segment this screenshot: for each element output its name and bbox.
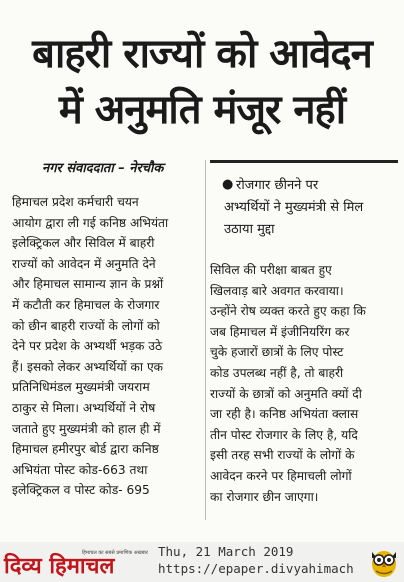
owl-logo-icon [368,544,400,578]
highlight-line: उठाया मुद्दा [224,222,275,237]
epaper-url[interactable]: https://epaper.divyahimach [158,561,354,576]
column-line: राज्यों के छात्रों को अनुमति क्यों दी [210,386,362,401]
column-line: हिमाचल प्रदेश कर्मचारी चयन [12,195,139,209]
bullet-icon: ● [222,177,234,192]
newspaper-logo: दिव्य हिमाचल [4,554,115,579]
column-line: इलेक्ट्रिकल व पोस्ट कोड- 695 [12,483,150,498]
column-line: अभियंता पोस्ट कोड-663 तथा [12,462,148,477]
highlight-box [210,160,398,255]
column-divider [205,160,206,520]
column-line: खिलवाड़ बारे अवगत करवाया। [210,283,344,298]
column-line: इलेक्ट्रिकल और सिविल में बाहरी [12,236,155,251]
column-line: हैं। इसको लेकर अभ्यर्थियों का एक [12,359,164,374]
column-line: देने पर प्रदेश के अभ्यर्थी भड़क उठे [12,339,163,354]
column-line: राज्यों को आवेदन में अनुमति देने [12,256,156,271]
headline-line-1: बाहरी राज्यों को आवेदन [32,31,372,77]
column-line: को छीन बाहरी राज्यों के लोगों को [12,318,160,333]
column-line: में कटौती कर हिमाचल के रोजगार [12,297,160,312]
article-column-2 [210,260,400,507]
column-line: हिमाचल हमीरपुर बोर्ड द्वारा कनिष्ठ [12,442,159,457]
column-line: और हिमाचल सामान्य ज्ञान के प्रश्नों [12,277,164,292]
column-line: सिविल की परीक्षा बाबत हुए [210,263,332,277]
column-line: जताते हुए मुख्यमंत्री को हाल ही में [12,421,161,436]
column-line: आयोग द्वारा ली गई कनिष्ठ अभियंता [12,215,169,230]
column-line: जा रही है। कनिष्ठ अभियंता क्लास [210,407,359,422]
column-line: ठाकुर से मिला। अभ्यर्थियों ने रोष [12,400,156,415]
column-line: जब हिमाचल में इंजीनियरिंग कर [210,324,350,339]
column-line: आवेदन करने पर हिमाचली लोगों [210,468,352,483]
column-line: तीन पोस्ट रोजगार के लिए है, यदि [210,427,358,442]
column-line: इसी तरह सभी राज्यों के लोगों के [210,448,355,463]
highlight-line: अभ्यर्थियों ने मुख्यमंत्री से मिल [224,200,364,215]
logo-tagline: हिमाचल का सबसे प्रमाणिक अखबार [82,550,148,556]
cropped-top-text [0,0,404,10]
column-line: का रोजगार छीन जाएगा। [210,489,319,504]
column-line: चुके हजारों छात्रों के लिए पोस्ट [210,345,344,360]
column-line: कोड उपलब्ध नहीं है, तो बाहरी [210,365,344,380]
column-line: उन्होंने रोष व्यक्त करते हुए कहा कि [210,304,366,319]
byline: नगर संवाददाता – नेरचौक [42,161,164,176]
edition-date: Thu, 21 March 2019 [158,544,294,559]
article-column-1 [12,192,202,501]
highlight-line: रोजगार छीनने पर [236,178,319,193]
epaper-footer [0,542,404,582]
column-line: प्रतिनिधिमंडल मुख्यमंत्री जयराम [12,380,150,395]
headline-line-2: में अनुमति मंजूर नहीं [58,87,346,133]
